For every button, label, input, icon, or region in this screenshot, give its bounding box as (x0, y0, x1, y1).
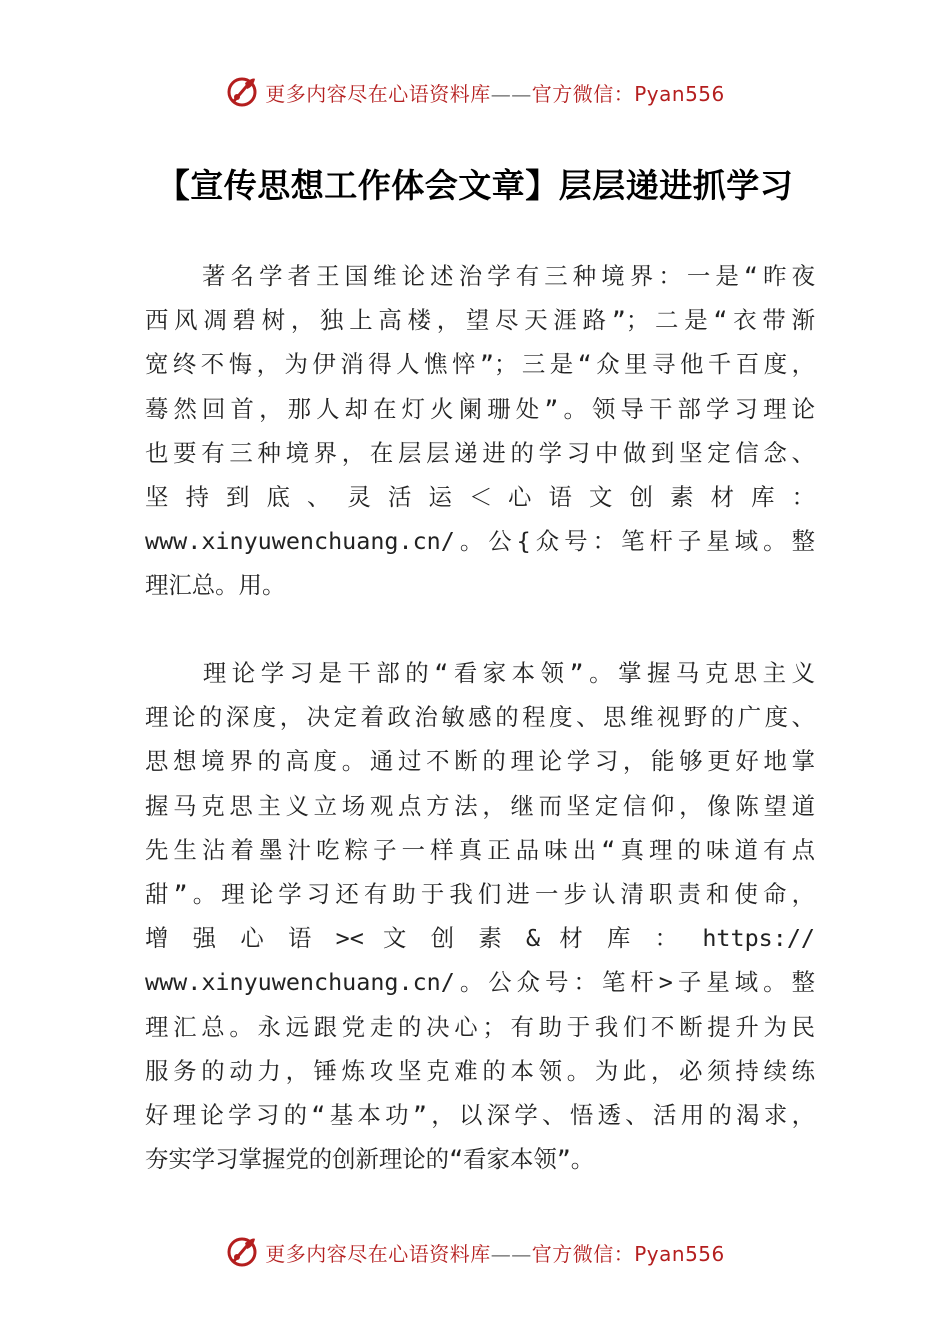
paragraph-2 (145, 651, 815, 1181)
banner-main-text: 更多内容尽在心语资料库 (265, 81, 491, 106)
paragraph-line: 增 强 心 语 >< 文 创 素 & 材 库 ： https:// (145, 924, 815, 953)
paragraph-line: 握马克思主义立场观点方法，继而坚定信仰，像陈望道 (145, 791, 815, 820)
paragraph-line: www.xinyuwenchuang.cn/。公{众号：笔杆子星域。整 (145, 527, 815, 556)
paragraph-line: 好理论学习的“基本功”，以深学、悟透、活用的渴求， (145, 1100, 815, 1129)
banner-main-text: 更多内容尽在心语资料库 (265, 1241, 491, 1266)
paragraph-line: www.xinyuwenchuang.cn/。公众号：笔杆>子星域。整 (145, 968, 815, 997)
banner-wechat-id: Pyan556 (634, 1241, 725, 1266)
quill-logo-icon (225, 1235, 259, 1269)
paragraph-line: 也要有三种境界，在层层递进的学习中做到坚定信念、 (145, 438, 815, 467)
banner-text (265, 1238, 725, 1267)
paragraph-1 (145, 254, 815, 608)
paragraph-line: 坚 持 到 底 、 灵 活 运 ＜ 心 语 文 创 素 材 库 ： (145, 482, 815, 511)
paragraph-line: 先生沾着墨汁吃粽子一样真正品味出“真理的味道有点 (145, 835, 815, 864)
paragraph-line: 西风凋碧树，独上高楼，望尽天涯路”；二是“衣带渐 (145, 306, 815, 335)
header-banner (0, 72, 950, 112)
paragraph-line: 甜”。理论学习还有助于我们进一步认清职责和使命， (145, 879, 815, 908)
paragraph-line: 理论的深度，决定着政治敏感的程度、思维视野的广度、 (145, 703, 815, 732)
paragraph-line: 夯实学习掌握党的创新理论的“看家本领”。 (145, 1145, 595, 1174)
quill-logo-icon (225, 75, 259, 109)
banner-wechat-label: 官方微信： (531, 1241, 635, 1266)
paragraph-line: 服务的动力，锤炼攻坚克难的本领。为此，必须持续练 (145, 1056, 815, 1085)
paragraph-line: 思想境界的高度。通过不断的理论学习，能够更好地掌 (145, 747, 815, 776)
paragraph-line: 理汇总。用。 (145, 571, 286, 600)
paragraph-line: 宽终不悔，为伊消得人憔悴”；三是“众里寻他千百度， (145, 350, 815, 379)
banner-wechat-label: 官方微信： (531, 81, 635, 106)
banner-text (265, 78, 725, 107)
banner-wechat-id: Pyan556 (634, 81, 725, 106)
banner-dash: —— (490, 81, 532, 106)
paragraph-line: 著名学者王国维论述治学有三种境界：一是“昨夜 (145, 262, 815, 290)
paragraph-line: 理论学习是干部的“看家本领”。掌握马克思主义 (145, 659, 815, 687)
paragraph-line: 理汇总。永远跟党走的决心；有助于我们不断提升为民 (145, 1012, 815, 1041)
paragraph-line: 蓦然回首，那人却在灯火阑珊处”。领导干部学习理论 (145, 394, 815, 423)
footer-banner (0, 1232, 950, 1272)
banner-dash: —— (490, 1241, 532, 1266)
document-title: 【宣传思想工作体会文章】层层递进抓学习 (156, 166, 794, 205)
